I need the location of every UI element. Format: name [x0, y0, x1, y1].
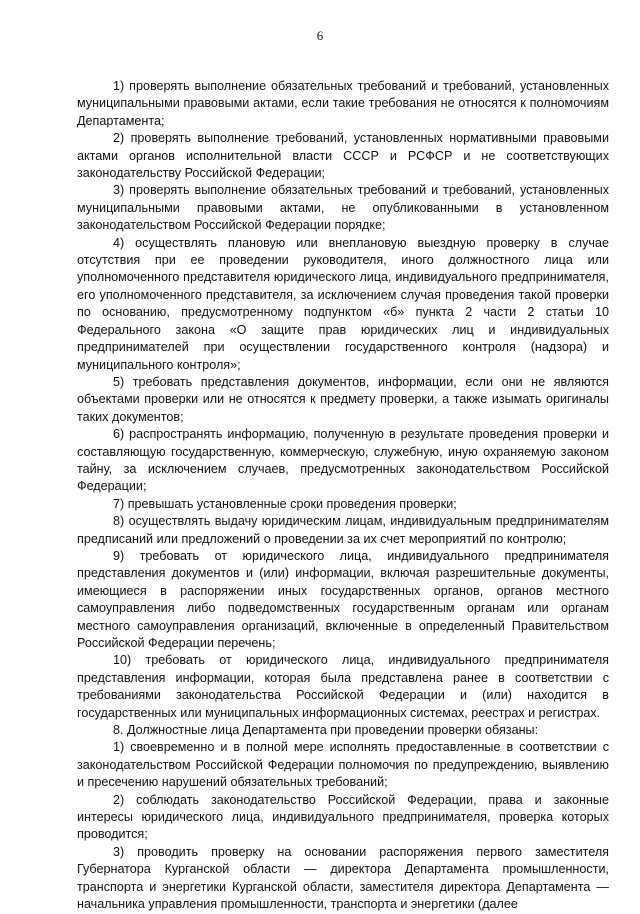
paragraph-item-8: 8) осуществлять выдачу юридическим лицам, индивидуальным предпринимателям предписаний или предложений о проведении за их счет мероприятий по контролю; — [77, 514, 609, 546]
duty-item-1: 1) своевременно и в полной мере исполнять предоставленные в соответствии с законодательством Российской Федерации полномочия по предупреждению, выявлению и пресечению нарушений обязательных требований; — [77, 740, 609, 790]
page-number: 6 — [316, 28, 324, 43]
paragraph-item-1: 1) проверять выполнение обязательных требований и требований, установленных муниципальными правовыми актами, если такие требования не относятся к полномочиям Департамента; — [77, 79, 609, 128]
paragraph-item-3: 3) проверять выполнение обязательных требований и требований, установленных муниципальными правовыми актами, не опубликованными в установленном законодательством Российской Федерации порядке; — [77, 183, 609, 233]
section-heading-8: 8. Должностные лица Департамента при проведении проверки обязаны: — [113, 723, 539, 738]
duty-item-3: 3) проводить проверку на основании распоряжения первого заместителя Губернатора Курганской области — директора Департамента промышленности, транспорта и энергетики Курганской области, заместителя директора Департамента — начальника управления промышленности, транспорта и энергетики (далее — [77, 844, 609, 912]
paragraph-item-2: 2) проверять выполнение требований, установленных нормативными правовыми актами органов исполнительной власти СССР и РСФСР и не соответствующих законодательству Российской Федерации; — [77, 131, 609, 181]
paragraph-item-9: 9) требовать от юридического лица, индивидуального предпринимателя представления документов и (или) информации, включая разрешительные документы, имеющиеся в распоряжении иных государственных органов, органов местного самоуправления либо подведомственных государственным органам или органам местного самоуправления организаций, включенные в определенный Правительством Российской Федерации перечень; — [77, 548, 609, 650]
paragraph-item-7: 7) превышать установленные сроки проведения проверки; — [113, 496, 457, 511]
duty-item-2: 2) соблюдать законодательство Российской Федерации, права и законные интересы юридического лица, индивидуального предпринимателя, проверка которых проводится; — [77, 792, 609, 842]
document-body — [77, 78, 609, 914]
paragraph-item-4: 4) осуществлять плановую или внеплановую выездную проверку в случае отсутствия при ее проведении руководителя, иного должностного лица или уполномоченного представителя юридического лица, индивидуального предпринимателя, его уполномоченного представителя, за исключением случая проведения такой проверки по основанию, предусмотренному подпунктом «б» пункта 2 части 2 статьи 10 Федерального закона «О защите прав юридических лиц и индивидуальных предпринимателей при осуществлении государственного контроля (надзора) и муниципального контроля»; — [77, 235, 609, 372]
paragraph-item-10: 10) требовать от юридического лица, индивидуального предпринимателя представления информации, которая была представлена ранее в соответствии с требованиями законодательства Российской Федерации и (или) находится в государственных или муниципальных информационных системах, реестрах и регистрах. — [77, 653, 609, 720]
paragraph-item-5: 5) требовать представления документов, информации, если они не являются объектами проверки или не относятся к предмету проверки, а также изымать оригиналы таких документов; — [77, 374, 609, 424]
paragraph-item-6: 6) распространять информацию, полученную в результате проведения проверки и составляющую государственную, коммерческую, служебную, иную охраняемую законом тайну, за исключением случаев, предусмотренных законодательством Российской Федерации; — [77, 427, 609, 494]
